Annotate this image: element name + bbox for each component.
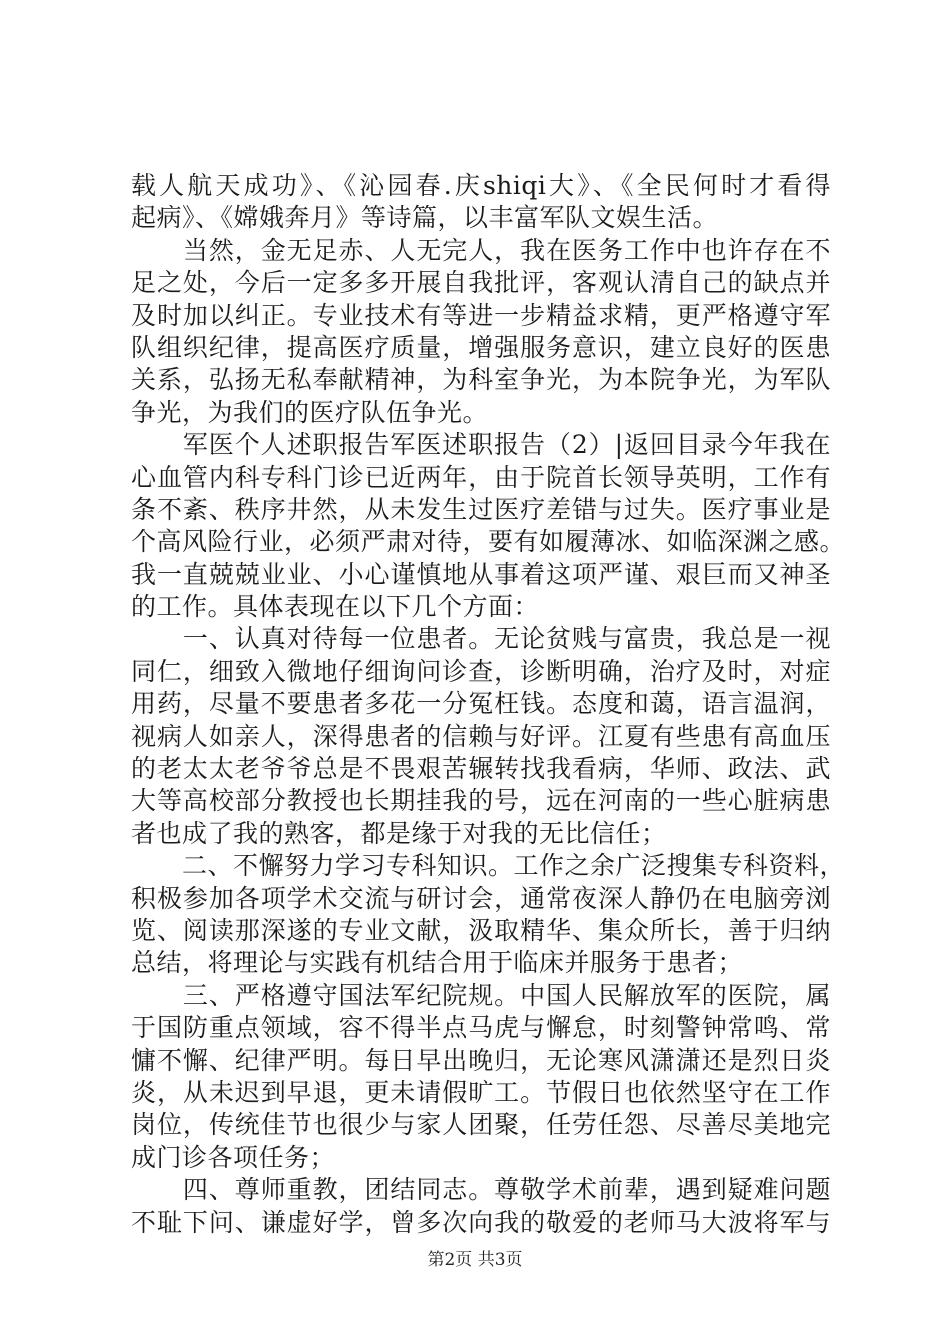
text-line: 的老太太老爷爷总是不畏艰苦辗转找我看病，华师、政法、武 [131, 754, 831, 784]
text-line: 积极参加各项学术交流与研讨会，通常夜深人静仍在电脑旁浏 [131, 883, 831, 913]
text-line: 条不紊、秩序井然，从未发生过医疗差错与过失。医疗事业是 [131, 494, 831, 524]
text-line: 足之处，今后一定多多开展自我批评，客观认清自己的缺点并 [131, 268, 831, 298]
text-line: 个高风险行业，必须严肃对待，要有如履薄冰、如临深渊之感。 [131, 527, 846, 557]
text-line: 者也成了我的熟客，都是缘于对我的无比信任； [131, 818, 667, 848]
text-line: 关系，弘扬无私奉献精神，为科室争光，为本院争光，为军队 [131, 365, 831, 395]
document-body [131, 170, 846, 1239]
text-line: 于国防重点领域，容不得半点马虎与懈怠，时刻警钟常鸣、常 [131, 1013, 831, 1043]
text-line: 起病》、《嫦娥奔月》等诗篇，以丰富军队文娱生活。 [131, 203, 719, 233]
text-line: 载人航天成功》、《沁园春.庆shiqi大》、《全民何时才看得 [131, 171, 831, 200]
text-line: 览、阅读那深遂的专业文献，汲取精华、集众所长，善于归纳 [131, 915, 831, 945]
text-line: 四、尊师重教，团结同志。尊敬学术前辈，遇到疑难问题 [131, 1175, 831, 1205]
text-line: 的工作。具体表现在以下几个方面： [131, 592, 540, 622]
text-line: 三、严格遵守国法军纪院规。中国人民解放军的医院，属 [131, 980, 831, 1010]
text-line: 炎，从未迟到早退，更未请假旷工。节假日也依然坚守在工作 [131, 1077, 831, 1107]
text-line: 成门诊各项任务； [131, 1142, 336, 1172]
text-line: 大等高校部分教授也长期挂我的号，远在河南的一些心脏病患 [131, 786, 831, 816]
text-line: 同仁，细致入微地仔细询问诊查，诊断明确，治疗及时，对症 [131, 656, 831, 686]
text-line: 二、不懈努力学习专科知识。工作之余广泛搜集专科资料， [131, 851, 846, 881]
text-line: 用药，尽量不要患者多花一分冤枉钱。态度和蔼，语言温润， [131, 689, 831, 719]
text-line: 争光，为我们的医疗队伍争光。 [131, 397, 489, 427]
text-line: 一、认真对待每一位患者。无论贫贱与富贵，我总是一视 [131, 624, 831, 654]
text-line: 心血管内科专科门诊已近两年，由于院首长领导英明，工作有 [131, 462, 831, 492]
text-line: 军医个人述职报告军医述职报告（2）|返回目录今年我在 [131, 430, 831, 460]
text-line: 慵不懈、纪律严明。每日早出晚归，无论寒风潇潇还是烈日炎 [131, 1045, 831, 1075]
text-line: 岗位，传统佳节也很少与家人团聚，任劳任怨、尽善尽美地完 [131, 1110, 831, 1140]
page-footer: 第2页 共3页 [427, 1250, 523, 1270]
text-line: 总结，将理论与实践有机结合用于临床并服务于患者； [131, 948, 744, 978]
text-line: 视病人如亲人，深得患者的信赖与好评。江夏有些患有高血压 [131, 721, 831, 751]
text-line: 当然，金无足赤、人无完人，我在医务工作中也许存在不 [131, 235, 831, 265]
text-line: 我一直兢兢业业、小心谨慎地从事着这项严谨、艰巨而又神圣 [131, 559, 831, 589]
text-line: 及时加以纠正。专业技术有等进一步精益求精，更严格遵守军 [131, 300, 831, 330]
text-line: 队组织纪律，提高医疗质量，增强服务意识，建立良好的医患 [131, 332, 831, 362]
text-line: 不耻下问、谦虚好学，曾多次向我的敬爱的老师马大波将军与 [131, 1207, 831, 1237]
